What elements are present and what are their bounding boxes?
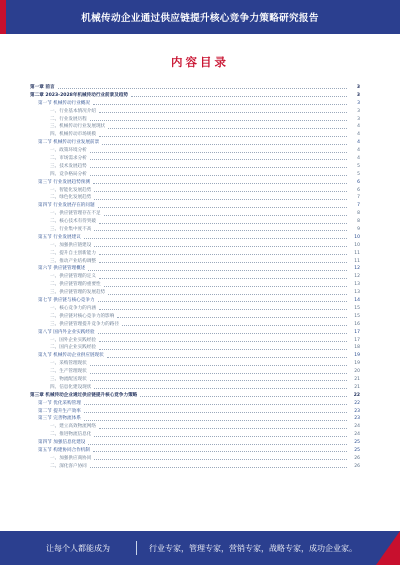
toc-entry-label: 第四节 加强信息化建设: [38, 440, 86, 446]
toc-entry-label: 一、核心竞争力的内涵: [50, 305, 96, 311]
toc-entry[interactable]: [30, 108, 360, 116]
toc-leader-dots: [140, 396, 347, 397]
toc-entry[interactable]: [30, 210, 360, 218]
toc-entry-page: 7: [357, 203, 360, 209]
toc-entry[interactable]: [30, 368, 360, 376]
toc-entry[interactable]: [30, 392, 360, 400]
toc-leader-dots: [99, 428, 347, 429]
toc-entry-page: 3: [356, 92, 360, 98]
toc-entry[interactable]: [30, 415, 360, 423]
toc-entry-page: 6: [357, 187, 360, 193]
toc-entry[interactable]: [30, 242, 360, 250]
toc-entry[interactable]: [30, 258, 360, 266]
report-header: [0, 0, 400, 34]
toc-entry-label: 第六节 供应链管理概述: [38, 266, 86, 272]
toc-entry[interactable]: [30, 131, 360, 139]
toc-entry-page: 13: [354, 290, 360, 296]
report-footer: [0, 531, 400, 565]
toc-leader-dots: [88, 444, 347, 445]
toc-entry[interactable]: [30, 100, 360, 108]
toc-entry[interactable]: [30, 202, 360, 210]
toc-entry[interactable]: [30, 123, 360, 131]
toc-entry-label: 三、推动产业结构调整: [50, 258, 96, 264]
toc-leader-dots: [122, 325, 347, 326]
toc-entry[interactable]: [30, 250, 360, 258]
toc-entry-label: 二、国内企业实践经验: [50, 345, 96, 351]
toc-entry[interactable]: [30, 273, 360, 281]
toc-entry-page: 23: [354, 416, 360, 422]
toc-entry-page: 11: [354, 258, 360, 264]
toc-entry-page: 3: [357, 116, 360, 122]
toc-leader-dots: [98, 301, 347, 302]
toc-entry-label: 二、供应链管理的重要性: [50, 282, 101, 288]
toc-entry-label: 四、竞争格局分析: [50, 171, 87, 177]
toc-leader-dots: [84, 404, 347, 405]
toc-entry[interactable]: [30, 187, 360, 195]
toc-entry-page: 22: [353, 392, 360, 398]
toc-leader-dots: [102, 144, 347, 145]
toc-entry-page: 9: [357, 227, 360, 233]
toc-entry-label: 第二章 2023-2028年机械传动行业前景及趋势: [30, 92, 128, 98]
toc-entry[interactable]: [30, 305, 360, 313]
table-of-contents: [30, 84, 360, 519]
toc-leader-dots: [90, 175, 347, 176]
toc-leader-dots: [131, 96, 347, 97]
toc-leader-dots: [104, 286, 347, 287]
toc-leader-dots: [93, 451, 347, 452]
toc-entry-page: 14: [354, 298, 360, 304]
toc-entry-page: 19: [354, 353, 360, 359]
toc-entry-label: 四、机械传动市场规模: [50, 132, 96, 138]
toc-entry[interactable]: [30, 329, 360, 337]
footer-slogan-right: 行业专家，管理专家，营销专家，战略专家，成功企业家。: [149, 543, 357, 553]
toc-entry[interactable]: [30, 139, 360, 147]
toc-leader-dots: [99, 278, 347, 279]
toc-entry[interactable]: [30, 321, 360, 329]
toc-entry-label: 三、机械传动行业发展现状: [50, 124, 106, 130]
toc-entry-label: 一、供应链管理存在不足: [50, 211, 101, 217]
toc-leader-dots: [99, 341, 347, 342]
toc-entry-page: 4: [357, 132, 360, 138]
toc-leader-dots: [90, 365, 347, 366]
toc-entry-label: 二、生产管理现状: [50, 369, 87, 375]
toc-entry[interactable]: [30, 171, 360, 179]
toc-entry[interactable]: [30, 344, 360, 352]
toc-leader-dots: [84, 420, 347, 421]
toc-leader-dots: [108, 128, 347, 129]
toc-entry-label: 第五节 构建协同合作机制: [38, 447, 90, 453]
toc-entry[interactable]: [30, 155, 360, 163]
toc-leader-dots: [94, 436, 347, 437]
toc-entry-page: 3: [357, 100, 360, 106]
toc-title: 内容目录: [171, 55, 229, 69]
toc-entry-label: 第二节 机械传动行业发展前景: [38, 140, 100, 146]
toc-entry[interactable]: [30, 92, 360, 100]
toc-entry[interactable]: [30, 400, 360, 408]
toc-entry[interactable]: [30, 297, 360, 305]
toc-entry-page: 7: [357, 195, 360, 201]
toc-entry[interactable]: [30, 116, 360, 124]
toc-entry-label: 二、绿色化发展趋势: [50, 195, 92, 201]
toc-leader-dots: [99, 254, 347, 255]
toc-entry[interactable]: [30, 431, 360, 439]
toc-entry-page: 26: [354, 455, 360, 461]
toc-entry-label: 二、推进物流信息化: [50, 432, 92, 438]
toc-leader-dots: [84, 238, 347, 239]
toc-entry-page: 12: [354, 274, 360, 280]
toc-entry-label: 第一章 前言: [30, 85, 55, 90]
toc-leader-dots: [99, 309, 347, 310]
toc-entry-label: 第七节 供应链与核心竞争力: [38, 298, 95, 304]
toc-leader-dots: [94, 199, 347, 200]
toc-leader-dots: [84, 412, 347, 413]
toc-entry[interactable]: [30, 226, 360, 234]
toc-entry-page: 8: [357, 219, 360, 225]
toc-leader-dots: [104, 215, 347, 216]
toc-leader-dots: [90, 120, 347, 121]
toc-entry-page: 4: [357, 140, 360, 146]
toc-entry-label: 一、建立高效物流网络: [50, 424, 96, 430]
toc-entry-page: 18: [354, 345, 360, 351]
toc-entry-page: 10: [354, 234, 360, 240]
toc-entry-label: 一、采购管理现状: [50, 361, 87, 367]
toc-entry-label: 第九节 机械传动企业供应链现状: [38, 353, 104, 359]
toc-entry-label: 一、供应链管理的定义: [50, 274, 96, 280]
toc-entry-page: 11: [354, 250, 360, 256]
toc-leader-dots: [99, 112, 347, 113]
toc-entry-page: 3: [357, 108, 360, 114]
toc-leader-dots: [58, 88, 347, 89]
toc-leader-dots: [108, 294, 347, 295]
toc-leader-dots: [90, 467, 347, 468]
toc-entry-label: 三、供应链管理提升竞争力的路径: [50, 321, 119, 327]
report-title: 机械传动企业通过供应链提升核心竞争力策略研究报告: [81, 13, 319, 24]
toc-entry-label: 二、市场需求分析: [50, 156, 87, 162]
toc-entry-page: 15: [354, 313, 360, 319]
toc-entry-label: 二、提升自主创新能力: [50, 250, 96, 256]
toc-entry-page: 17: [354, 329, 360, 335]
toc-entry[interactable]: [30, 408, 360, 416]
toc-leader-dots: [117, 317, 347, 318]
toc-leader-dots: [99, 136, 347, 137]
toc-entry[interactable]: [30, 84, 360, 92]
toc-leader-dots: [94, 246, 347, 247]
toc-entry-label: 一、加强供应商协同: [50, 455, 92, 461]
toc-entry-label: 二、核心技术有待突破: [50, 219, 96, 225]
toc-entry-label: 一、加强供应链建设: [50, 242, 92, 248]
toc-entry[interactable]: [30, 423, 360, 431]
toc-entry-label: 第三节 完善物流体系: [38, 416, 81, 422]
toc-entry[interactable]: [30, 360, 360, 368]
toc-entry[interactable]: [30, 265, 360, 273]
toc-entry-page: 21: [354, 384, 360, 390]
toc-entry-label: 第一节 优化采购管理: [38, 400, 81, 406]
toc-entry-label: 四、信息化建设现状: [50, 384, 92, 390]
toc-entry[interactable]: [30, 281, 360, 289]
toc-entry-label: 三、行业集中度不高: [50, 227, 92, 233]
toc-entry[interactable]: [30, 376, 360, 384]
toc-entry[interactable]: [30, 384, 360, 392]
toc-entry-label: 第四节 行业发展存在的问题: [38, 203, 95, 209]
toc-entry-label: 第八节 国内外企业实践经验: [38, 329, 95, 335]
toc-entry-page: 5: [357, 163, 360, 169]
toc-entry[interactable]: [30, 194, 360, 202]
toc-entry[interactable]: [30, 447, 360, 455]
toc-entry[interactable]: [30, 463, 360, 471]
toc-leader-dots: [93, 104, 347, 105]
toc-leader-dots: [90, 167, 347, 168]
toc-entry-page: 3: [356, 85, 360, 90]
toc-entry-page: 24: [354, 424, 360, 430]
toc-leader-dots: [94, 388, 347, 389]
toc-entry-page: 19: [354, 361, 360, 367]
toc-leader-dots: [99, 223, 347, 224]
toc-entry-page: 17: [354, 337, 360, 343]
toc-entry-page: 24: [354, 432, 360, 438]
toc-leader-dots: [107, 357, 347, 358]
toc-entry-page: 15: [354, 305, 360, 311]
toc-entry[interactable]: [30, 218, 360, 226]
toc-entry-label: 二、供应链对核心竞争力的影响: [50, 313, 115, 319]
toc-entry-page: 21: [354, 376, 360, 382]
toc-leader-dots: [98, 333, 347, 334]
toc-leader-dots: [90, 159, 347, 160]
toc-entry-page: 20: [354, 369, 360, 375]
toc-entry-page: 26: [354, 463, 360, 469]
toc-entry-label: 第五节 行业发展建议: [38, 234, 81, 240]
toc-entry-label: 三、供应链管理的发展趋势: [50, 290, 106, 296]
toc-entry-page: 4: [357, 124, 360, 130]
toc-entry-label: 三、技术发展趋势: [50, 163, 87, 169]
toc-entry-page: 10: [354, 242, 360, 248]
toc-leader-dots: [94, 459, 347, 460]
toc-entry-page: 4: [357, 148, 360, 154]
toc-entry-page: 6: [357, 179, 360, 185]
footer-divider: [136, 541, 137, 555]
toc-entry[interactable]: [30, 455, 360, 463]
toc-entry-label: 一、政策环境分析: [50, 148, 87, 154]
toc-leader-dots: [90, 380, 347, 381]
toc-entry-label: 第一节 机械传动行业概况: [38, 100, 90, 106]
header-accent-bar: [0, 0, 6, 34]
toc-entry-page: 5: [357, 171, 360, 177]
toc-entry[interactable]: [30, 337, 360, 345]
toc-leader-dots: [88, 270, 347, 271]
toc-entry-label: 一、国外企业实践经验: [50, 337, 96, 343]
toc-entry-page: 22: [354, 400, 360, 406]
toc-leader-dots: [94, 230, 347, 231]
toc-entry-label: 第三节 行业发展趋势预测: [38, 179, 90, 185]
toc-entry-page: 12: [354, 266, 360, 272]
toc-leader-dots: [99, 262, 347, 263]
toc-entry-page: 16: [354, 321, 360, 327]
toc-leader-dots: [90, 152, 347, 153]
toc-entry[interactable]: [30, 289, 360, 297]
toc-entry-page: 25: [354, 440, 360, 446]
toc-entry-page: 4: [357, 156, 360, 162]
toc-entry[interactable]: [30, 234, 360, 242]
toc-entry-label: 第二节 提升生产效率: [38, 408, 81, 414]
toc-entry-label: 第三章 机械传动企业通过供应链提升核心竞争力策略: [30, 392, 138, 398]
toc-entry-label: 三、物流配送现状: [50, 376, 87, 382]
toc-leader-dots: [90, 373, 347, 374]
toc-entry-label: 二、深化客户协同: [50, 463, 87, 469]
toc-entry-page: 8: [357, 211, 360, 217]
toc-entry[interactable]: [30, 147, 360, 155]
toc-entry[interactable]: [30, 163, 360, 171]
footer-corner-accent: [376, 531, 400, 565]
toc-entry[interactable]: [30, 313, 360, 321]
toc-entry-label: 一、行业基本情况介绍: [50, 108, 96, 114]
toc-entry[interactable]: [30, 179, 360, 187]
toc-entry-label: 一、智能化发展趋势: [50, 187, 92, 193]
toc-leader-dots: [94, 191, 347, 192]
toc-entry[interactable]: [30, 352, 360, 360]
toc-leader-dots: [98, 207, 347, 208]
toc-entry-page: 25: [354, 447, 360, 453]
toc-entry-label: 二、行业发展历程: [50, 116, 87, 122]
toc-entry-page: 23: [354, 408, 360, 414]
toc-entry-page: 13: [354, 282, 360, 288]
toc-entry[interactable]: [30, 439, 360, 447]
toc-leader-dots: [93, 183, 347, 184]
toc-leader-dots: [99, 349, 347, 350]
footer-slogan-left: 让每个人都能成为: [46, 543, 110, 553]
